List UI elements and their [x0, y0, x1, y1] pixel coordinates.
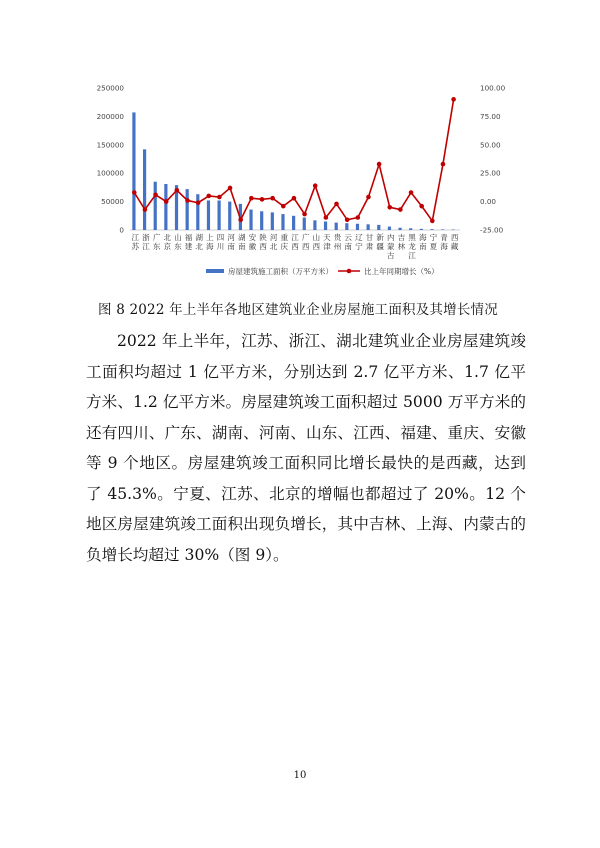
- legend-bar-label: 房屋建筑施工面积（万平方米）: [228, 267, 333, 276]
- x-label-重庆: 重庆: [280, 233, 289, 251]
- line-series: [132, 97, 456, 223]
- left-tick-label: 50000: [101, 197, 124, 207]
- x-label-四川: 四川: [216, 233, 225, 251]
- point-甘肃: [366, 195, 371, 200]
- chart-legend: [206, 266, 439, 276]
- x-label-浙江: 浙江: [142, 233, 150, 251]
- point-山东: [175, 188, 180, 193]
- x-label-贵州: 贵州: [333, 233, 342, 251]
- growth-line: [134, 99, 453, 221]
- bar-天津: [324, 221, 327, 230]
- point-山西: [313, 183, 318, 188]
- x-label-河南: 河南: [227, 233, 235, 251]
- x-label-新疆: 新疆: [376, 233, 384, 251]
- point-江苏: [132, 190, 137, 195]
- point-河南: [228, 186, 233, 191]
- left-tick-label: 200000: [96, 111, 124, 121]
- right-tick-label: 50.00: [480, 140, 501, 150]
- bar-北京: [164, 184, 167, 230]
- bar-宁夏: [430, 229, 433, 230]
- point-云南: [345, 217, 350, 222]
- x-label-天津: 天津: [323, 233, 331, 251]
- x-label-湖南: 湖南: [237, 233, 246, 251]
- bar-云南: [345, 223, 348, 230]
- point-湖北: [196, 200, 201, 205]
- bar-贵州: [335, 223, 338, 230]
- point-江西: [292, 196, 297, 201]
- x-label-云南: 云南: [344, 233, 353, 251]
- x-label-黑龙江: 黑龙江: [408, 233, 416, 260]
- left-tick-label: 150000: [96, 140, 124, 150]
- right-tick-label: 0.00: [480, 197, 497, 207]
- legend-bar-swatch: [206, 269, 224, 273]
- bar-新疆: [377, 225, 380, 230]
- bar-福建: [186, 189, 189, 230]
- bar-青海: [441, 229, 444, 230]
- x-label-安徽: 安徽: [248, 233, 257, 251]
- x-label-北京: 北京: [163, 233, 172, 251]
- bar-重庆: [281, 214, 284, 230]
- bar-安徽: [249, 210, 252, 230]
- x-label-青海: 青海: [440, 233, 448, 251]
- bar-江苏: [132, 112, 135, 230]
- bar-series: [132, 112, 455, 230]
- bar-广东: [154, 182, 157, 230]
- point-吉林: [398, 207, 403, 212]
- x-label-辽宁: 辽宁: [355, 233, 363, 251]
- left-tick-label: 250000: [96, 83, 124, 93]
- x-label-广东: 广东: [152, 233, 161, 251]
- bar-河北: [271, 212, 274, 230]
- point-湖南: [238, 217, 243, 222]
- bar-甘肃: [367, 224, 370, 230]
- bar-海南: [420, 229, 423, 230]
- x-label-海南: 海南: [418, 233, 427, 251]
- point-陕西: [260, 197, 265, 202]
- left-tick-label: 0: [119, 225, 124, 235]
- bar-吉林: [398, 228, 401, 230]
- point-贵州: [334, 202, 339, 207]
- left-tick-label: 100000: [96, 168, 124, 178]
- legend-line-marker: [347, 269, 352, 274]
- point-河北: [270, 196, 275, 201]
- x-label-吉林: 吉林: [397, 233, 406, 251]
- point-福建: [185, 198, 190, 203]
- right-tick-label: 75.00: [480, 111, 501, 121]
- x-label-宁夏: 宁夏: [429, 233, 438, 251]
- right-axis-ticks: [480, 84, 506, 235]
- page-number: 10: [293, 770, 307, 781]
- point-西藏: [451, 97, 456, 102]
- right-tick-label: 100.00: [480, 83, 506, 93]
- x-label-江西: 江西: [291, 233, 299, 251]
- x-label-山东: 山东: [174, 233, 182, 251]
- x-label-西藏: 西藏: [450, 233, 459, 251]
- point-浙江: [143, 207, 148, 212]
- bar-上海: [207, 200, 210, 230]
- bar-辽宁: [356, 224, 359, 230]
- point-天津: [324, 215, 329, 220]
- x-label-内蒙古: 内蒙古: [387, 233, 395, 260]
- point-上海: [206, 194, 211, 199]
- point-青海: [441, 162, 446, 167]
- bar-四川: [218, 200, 221, 230]
- point-四川: [217, 195, 222, 200]
- bar-黑龙江: [409, 228, 412, 230]
- bar-内蒙古: [388, 227, 391, 230]
- x-label-甘肃: 甘肃: [365, 233, 374, 251]
- x-label-江苏: 江苏: [131, 233, 140, 251]
- point-内蒙古: [387, 205, 392, 210]
- x-label-广西: 广西: [301, 233, 310, 251]
- legend-line-label: 比上年同期增长（%）: [364, 267, 439, 276]
- x-label-上海: 上海: [206, 233, 214, 251]
- bar-陕西: [260, 211, 263, 230]
- x-label-河北: 河北: [269, 233, 278, 251]
- point-广东: [153, 192, 158, 197]
- point-黑龙江: [409, 190, 414, 195]
- point-宁夏: [430, 219, 435, 224]
- bar-江西: [292, 216, 295, 230]
- x-label-山西: 山西: [312, 233, 321, 251]
- point-海南: [419, 204, 424, 209]
- right-tick-label: 25.00: [480, 168, 501, 178]
- point-安徽: [249, 196, 254, 201]
- x-label-陕西: 陕西: [259, 233, 267, 251]
- x-axis-labels: [132, 232, 459, 260]
- body-paragraph: 2022 年上半年，江苏、浙江、湖北建筑业企业房屋建筑竣工面积均超过 1 亿平方米，分别达到 2.7 亿平方米、1.7 亿平方米、1.2 亿平方米。房屋建筑竣工面积超过 5000 万平方米的还有四川、广东、湖南、河南、山东、江西、福建、重庆、安徽等 9 个地区。房屋建筑竣工面积同比增长最快的是西藏，达到了 45.3%。宁夏、江苏、北京的增幅也都超过了 20%。12 个地区房屋建筑竣工面积出现负增长，其中吉林、上海、内蒙古的负增长均超过 30%（图 9）。: [86, 332, 526, 564]
- point-广西: [302, 212, 307, 217]
- point-辽宁: [356, 215, 361, 220]
- point-新疆: [377, 162, 382, 167]
- bar-湖北: [196, 194, 199, 230]
- x-label-福建: 福建: [184, 233, 193, 251]
- right-tick-label: -25.00: [480, 225, 504, 235]
- area-construction-chart: [70, 78, 510, 290]
- left-axis-ticks: [97, 84, 460, 235]
- x-label-湖北: 湖北: [195, 233, 203, 251]
- bar-浙江: [143, 149, 146, 230]
- bar-山西: [313, 220, 316, 230]
- point-重庆: [281, 204, 286, 209]
- bar-河南: [228, 202, 231, 230]
- bar-广西: [303, 218, 306, 230]
- point-北京: [164, 199, 169, 204]
- figure-caption: 图 8 2022 年上半年各地区建筑业企业房屋施工面积及其增长情况: [98, 302, 498, 318]
